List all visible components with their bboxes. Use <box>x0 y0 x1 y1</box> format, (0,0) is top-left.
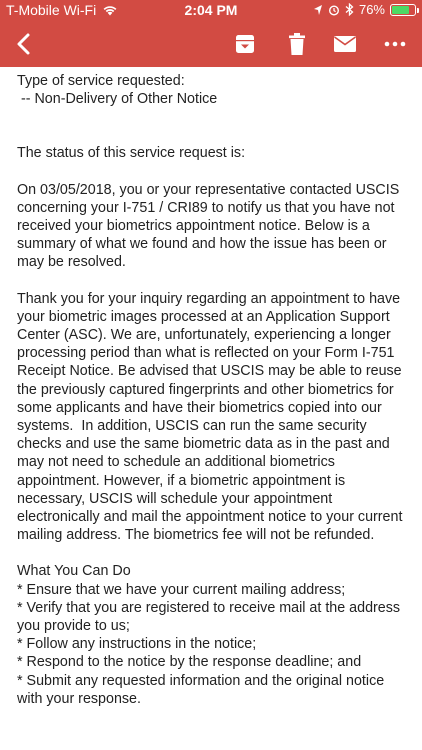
more-button[interactable] <box>380 29 410 59</box>
list-item: * Verify that you are registered to receive mail at the address you provide to us; <box>17 599 405 635</box>
service-type-label: Type of service requested: <box>17 73 185 89</box>
list-item: * Ensure that we have your current mailing address; <box>17 581 346 598</box>
service-type-value: -- Non-Delivery of Other Notice <box>17 91 218 108</box>
bluetooth-icon <box>345 3 354 16</box>
list-item: * Follow any instructions in the notice; <box>17 636 257 653</box>
status-right <box>313 2 416 17</box>
email-toolbar <box>0 22 422 66</box>
archive-icon <box>234 33 256 55</box>
battery-icon <box>390 4 416 16</box>
email-body <box>17 72 412 708</box>
biometrics-paragraph: Thank you for your inquiry regarding an appointment to have your biometric images processed at an Application Support Center (ASC). We are, unfortunately, experiencing a longer processing period than what is reflected on your Form I-751 Receipt Notice. Be advised that USCIS may be able to reuse the previously captured fingerprints and other biometrics for some applicants and have their biometrics copied into our systems. In addition, USCIS can run the same security checks and use the same biometric data as in the past and may not need to schedule an additional biometrics appointment. However, if a biometric appointment is necessary, USCIS will schedule your appointment electronically and mail the appointment notice to your current mailing address. The biometrics fee will not be refunded. <box>17 290 407 544</box>
archive-button[interactable] <box>230 29 260 59</box>
chevron-left-icon <box>10 28 40 60</box>
status-time: 2:04 PM <box>184 2 238 18</box>
trash-button[interactable] <box>282 29 312 59</box>
location-icon <box>313 4 323 16</box>
battery-percent: 76% <box>358 2 385 17</box>
trash-icon <box>287 32 307 56</box>
status-heading: The status of this service request is: <box>17 145 246 162</box>
alarm-icon <box>328 4 340 16</box>
back-button[interactable] <box>10 28 40 60</box>
battery-fill <box>392 6 409 14</box>
app-header <box>0 0 422 67</box>
list-item: * Submit any requested information and the original notice with your response. <box>17 672 389 707</box>
list-item: * Respond to the notice by the response deadline; and <box>17 654 362 671</box>
mark-unread-button[interactable] <box>330 29 360 59</box>
status-bar <box>0 0 422 20</box>
summary-paragraph: On 03/05/2018, you or your representative contacted USCIS concerning your I-751 / CRI89 to notify us that you have not received your biometrics appointment notice. Below is a summary of what we found and how the issue has been or may be resolved. <box>17 181 404 271</box>
more-icon <box>384 41 406 47</box>
what-you-can-do-heading: What You Can Do <box>17 563 131 580</box>
mail-icon <box>333 35 357 53</box>
carrier-label: T-Mobile Wi-Fi <box>6 2 97 18</box>
